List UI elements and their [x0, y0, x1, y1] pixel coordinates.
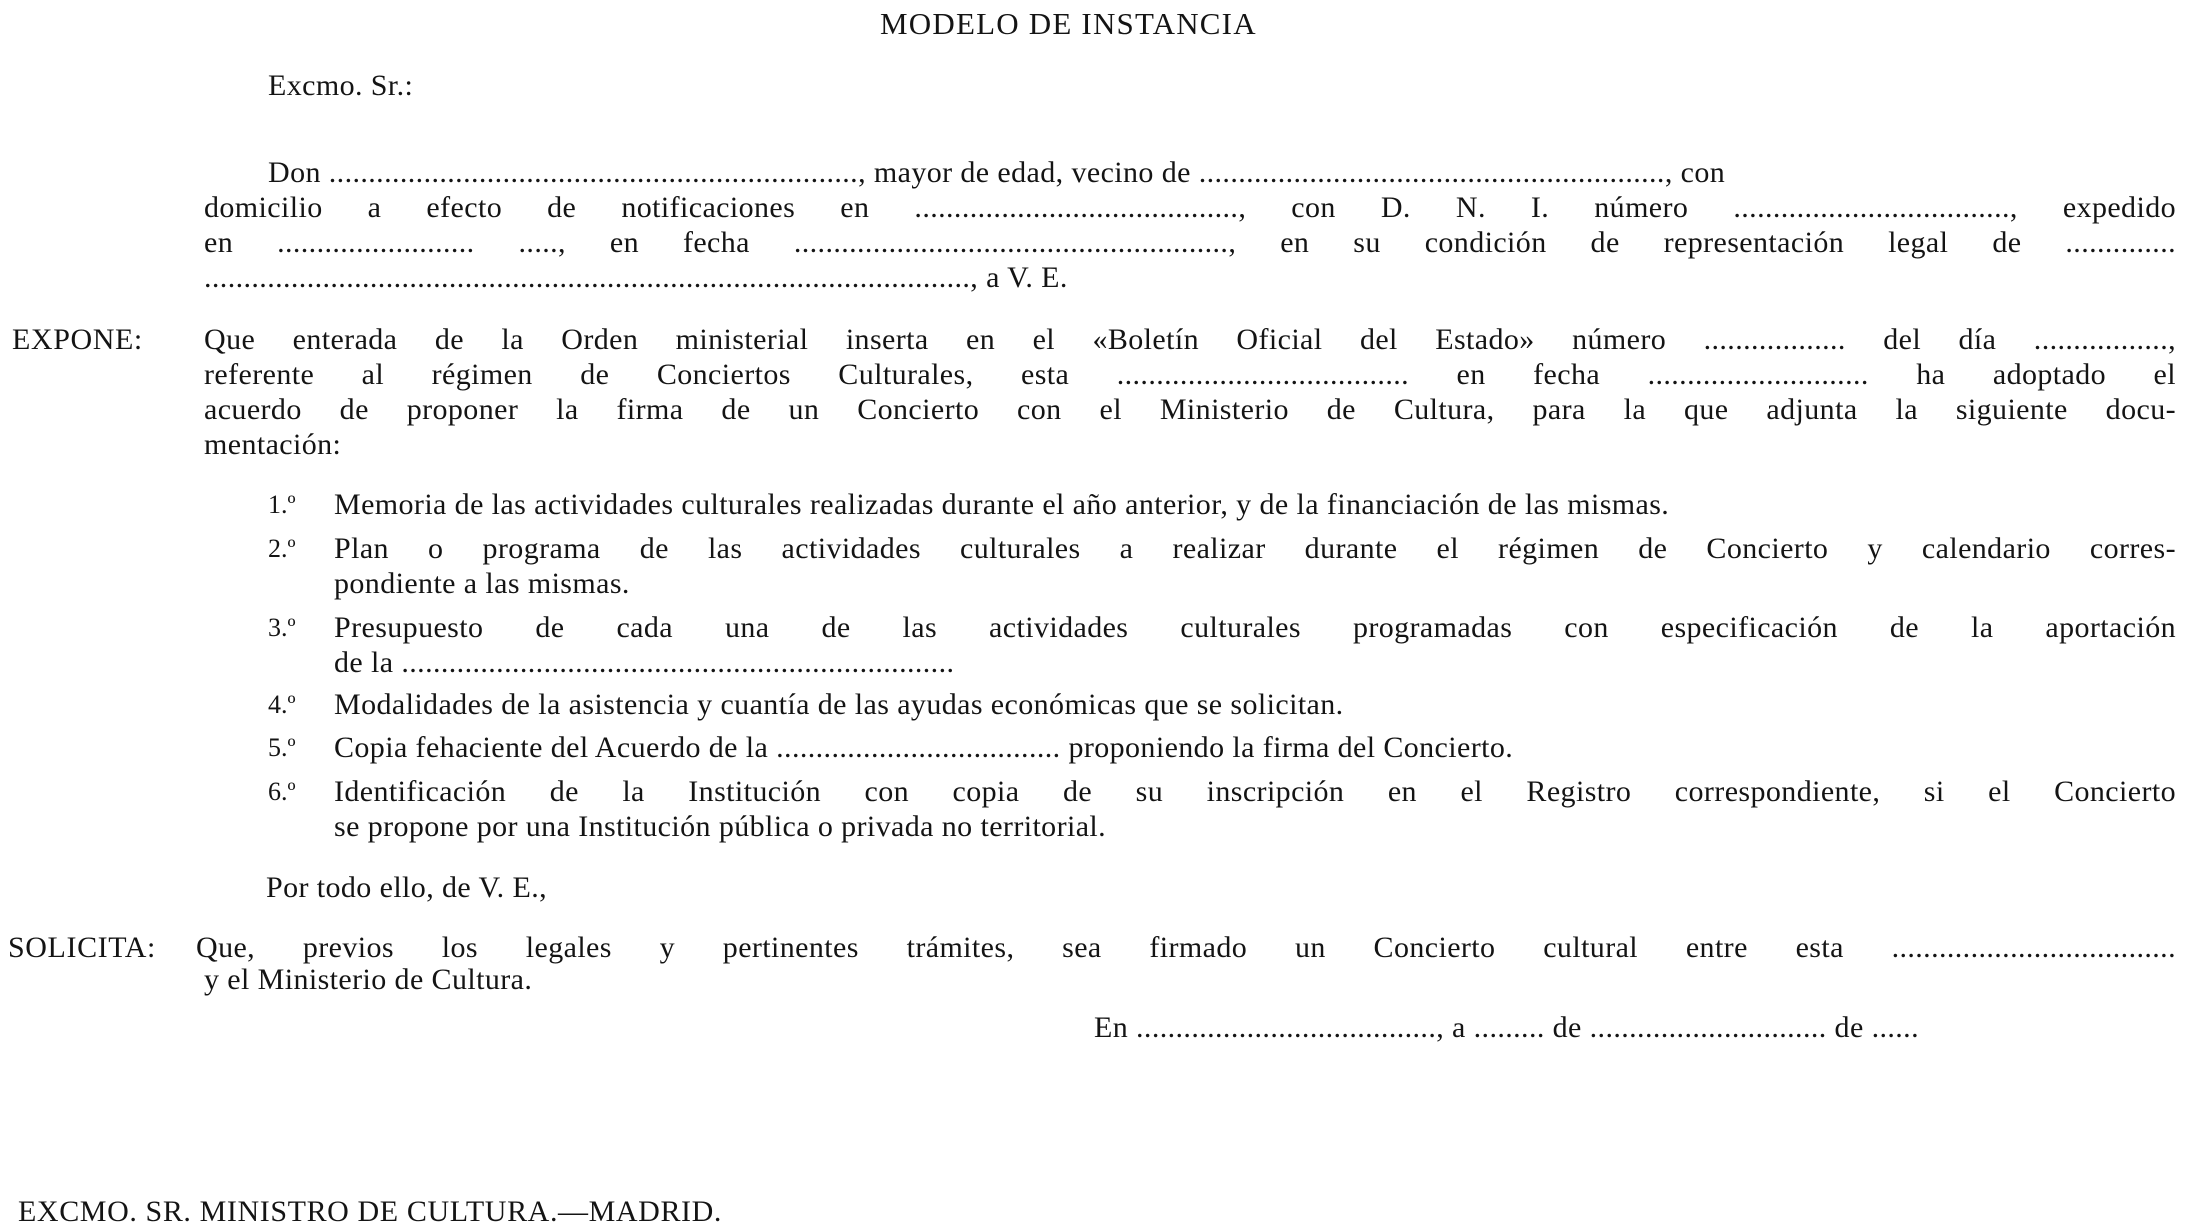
intro-line: en ......................... ....., en fecha ......................................................., en su condición de representación legal de .............. — [204, 226, 2176, 259]
item-number: 2.º — [268, 534, 296, 563]
document-title: MODELO DE INSTANCIA — [880, 6, 1257, 41]
item-number: 1.º — [268, 490, 296, 519]
solicita-line: Que, previos los legales y pertinentes trámites, sea firmado un Concierto cultural entre esta .................................... — [196, 931, 2176, 964]
item-text: Copia fehaciente del Acuerdo de la .................................... proponiendo la firma del Concierto. — [334, 731, 1514, 764]
item-number: 6.º — [268, 777, 296, 806]
item-text: Memoria de las actividades culturales realizadas durante el año anterior, y de la financiación de las mismas. — [334, 488, 1670, 521]
item-text: Plan o programa de las actividades culturales a realizar durante el régimen de Concierto y calendario corres- — [334, 532, 2176, 565]
expone-line: Que enterada de la Orden ministerial inserta en el «Boletín Oficial del Estado» número .................. del día ................., — [204, 323, 2176, 356]
expone-line: mentación: — [204, 428, 342, 461]
item-number: 5.º — [268, 733, 296, 762]
item-text: se propone por una Institución pública o privada no territorial. — [334, 810, 1107, 843]
item-number: 4.º — [268, 690, 296, 719]
item-text: Identificación de la Institución con copia de su inscripción en el Registro correspondiente, si el Concierto — [334, 775, 2176, 808]
addressee: EXCMO. SR. MINISTRO DE CULTURA.—MADRID. — [18, 1195, 723, 1228]
intro-line: Don ..................................................................., mayor de edad, vecino de ..........................................................., con — [268, 156, 1726, 189]
expone-label: EXPONE: — [12, 323, 143, 356]
solicita-line: y el Ministerio de Cultura. — [204, 963, 533, 996]
item-number: 3.º — [268, 613, 296, 642]
item-text: Modalidades de la asistencia y cuantía de las ayudas económicas que se solicitan. — [334, 688, 1344, 721]
salutation: Excmo. Sr.: — [268, 69, 414, 102]
item-text: pondiente a las mismas. — [334, 567, 630, 600]
solicita-label: SOLICITA: — [8, 931, 156, 964]
intro-line: ................................................................................................., a V. E. — [204, 261, 1068, 294]
expone-line: acuerdo de proponer la firma de un Concierto con el Ministerio de Cultura, para la que adjunta la siguiente docu- — [204, 393, 2176, 426]
closing-line: Por todo ello, de V. E., — [266, 871, 547, 904]
intro-line: domicilio a efecto de notificaciones en ........................................., con D. N. I. número ..................................., expedido — [204, 191, 2176, 224]
item-text: Presupuesto de cada una de las actividades culturales programadas con especificación de la aportación — [334, 611, 2176, 644]
item-text: de la ...................................................................... — [334, 646, 955, 679]
date-line: En ......................................, a ......... de .............................. de ...... — [1094, 1011, 1919, 1044]
expone-line: referente al régimen de Conciertos Culturales, esta ..................................... en fecha ............................ ha adoptado el — [204, 358, 2176, 391]
